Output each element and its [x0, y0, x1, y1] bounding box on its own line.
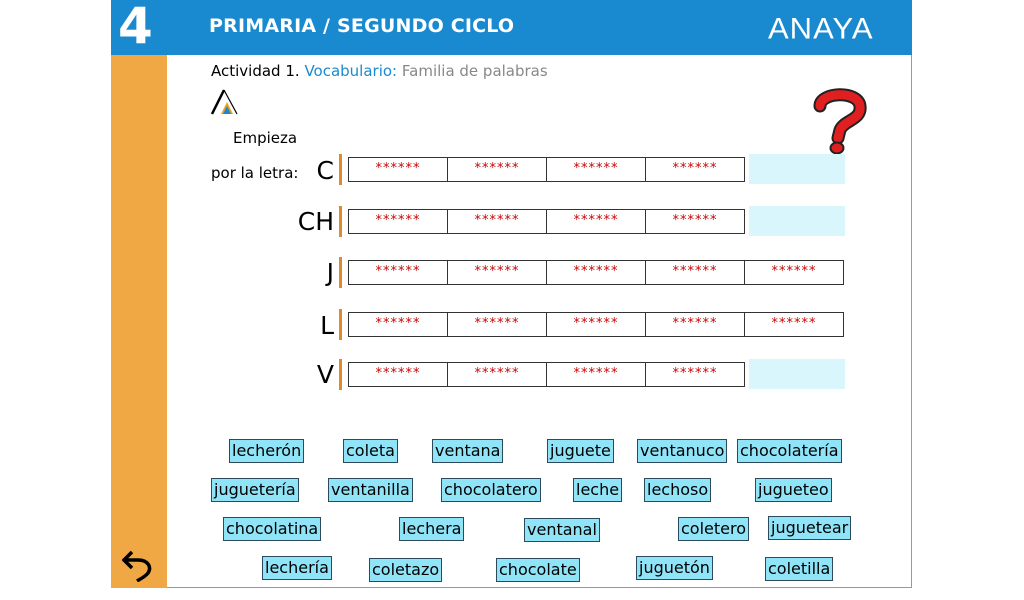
answer-row: [348, 209, 745, 234]
row-marker: [339, 154, 342, 185]
word-tile[interactable]: coletazo: [369, 558, 442, 582]
answer-row: [348, 362, 745, 387]
word-tile[interactable]: coleta: [343, 439, 398, 463]
answer-slot[interactable]: ******: [348, 157, 447, 182]
word-tile[interactable]: leche: [573, 478, 622, 502]
word-tile[interactable]: coletilla: [765, 557, 833, 581]
answer-slot[interactable]: ******: [447, 209, 546, 234]
answer-slot[interactable]: ******: [645, 312, 744, 337]
answer-row: [348, 312, 844, 337]
row-marker: [339, 257, 342, 288]
back-arrow-icon[interactable]: [122, 548, 156, 582]
word-tile[interactable]: ventanilla: [328, 478, 413, 502]
word-tile[interactable]: juguetón: [636, 556, 713, 580]
prompt-line-2: por la letra:: [211, 164, 299, 182]
word-tile[interactable]: ventanuco: [637, 439, 727, 463]
empty-slot-area: [749, 359, 845, 389]
answer-slot[interactable]: ******: [546, 157, 645, 182]
answer-slot[interactable]: ******: [645, 157, 745, 182]
word-tile[interactable]: lechoso: [644, 478, 711, 502]
answer-slot[interactable]: ******: [348, 312, 447, 337]
answer-slot[interactable]: ******: [447, 157, 546, 182]
activity-prefix: Actividad 1.: [211, 62, 300, 80]
answer-slot[interactable]: ******: [348, 260, 447, 285]
row-letter: V: [316, 360, 334, 389]
row-letter: C: [316, 156, 334, 185]
answer-slot[interactable]: ******: [546, 260, 645, 285]
answer-slot[interactable]: ******: [645, 260, 744, 285]
activity-subtitle: Familia de palabras: [401, 62, 548, 80]
word-tile[interactable]: lecherón: [229, 439, 304, 463]
answer-row: [348, 260, 844, 285]
activity-title: [211, 62, 548, 80]
row-letter: L: [320, 311, 334, 340]
word-tile[interactable]: lechera: [399, 517, 464, 541]
answer-slot[interactable]: ******: [546, 209, 645, 234]
activity-section: Vocabulario:: [304, 62, 398, 80]
word-tile[interactable]: ventana: [432, 439, 503, 463]
row-marker: [339, 309, 342, 340]
word-tile[interactable]: juguetería: [211, 478, 299, 502]
word-tile[interactable]: ventanal: [524, 518, 600, 542]
answer-slot[interactable]: ******: [348, 362, 447, 387]
answer-slot[interactable]: ******: [546, 362, 645, 387]
row-letter: CH: [297, 207, 334, 236]
row-marker: [339, 359, 342, 390]
answer-slot[interactable]: ******: [645, 362, 745, 387]
answer-slot[interactable]: ******: [744, 312, 844, 337]
word-tile[interactable]: juguetear: [768, 516, 851, 540]
answer-slot[interactable]: ******: [645, 209, 745, 234]
word-tile[interactable]: coletero: [678, 517, 749, 541]
anaya-logo-icon: [210, 88, 240, 116]
answer-slot[interactable]: ******: [348, 209, 447, 234]
grade-number: 4: [118, 0, 153, 55]
empty-slot-area: [749, 154, 845, 184]
row-marker: [339, 206, 342, 237]
answer-slot[interactable]: ******: [744, 260, 844, 285]
word-tile[interactable]: jugueteo: [755, 478, 832, 502]
header-title: PRIMARIA / SEGUNDO CICLO: [209, 15, 515, 37]
word-tile[interactable]: lechería: [262, 556, 332, 580]
word-tile[interactable]: juguete: [547, 439, 614, 463]
word-tile[interactable]: chocolatero: [441, 478, 541, 502]
question-mark-icon[interactable]: [808, 88, 870, 156]
word-tile[interactable]: chocolatería: [737, 439, 842, 463]
word-tile[interactable]: chocolatina: [223, 517, 321, 541]
answer-row: [348, 157, 745, 182]
answer-slot[interactable]: ******: [447, 312, 546, 337]
word-tile[interactable]: chocolate: [496, 558, 580, 582]
brand-logo: ANAYA: [768, 11, 874, 46]
prompt-line-1: Empieza: [233, 129, 298, 147]
sidebar: [111, 55, 167, 588]
empty-slot-area: [749, 206, 845, 236]
answer-slot[interactable]: ******: [447, 362, 546, 387]
row-letter: J: [326, 258, 334, 287]
answer-slot[interactable]: ******: [546, 312, 645, 337]
answer-slot[interactable]: ******: [447, 260, 546, 285]
